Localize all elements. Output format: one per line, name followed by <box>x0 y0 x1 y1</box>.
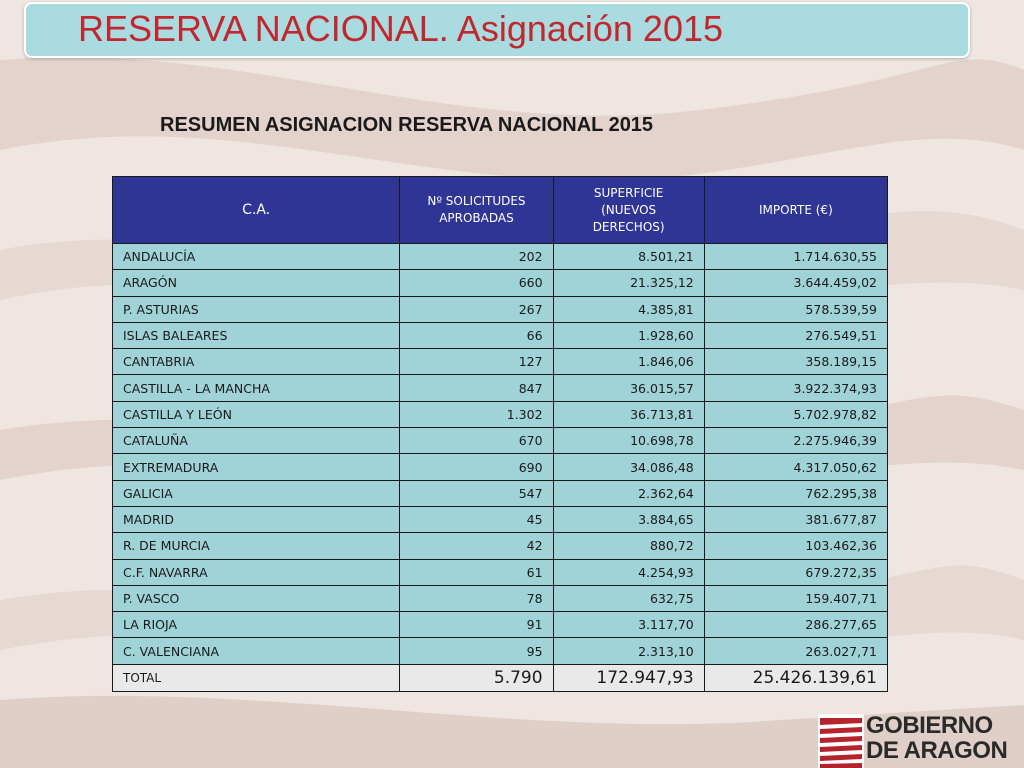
cell-ca: P. VASCO <box>113 585 400 611</box>
cell-superficie: 21.325,12 <box>553 270 704 296</box>
cell-importe: 159.407,71 <box>704 585 887 611</box>
total-label: TOTAL <box>113 664 400 691</box>
table-row <box>113 270 888 296</box>
cell-ca: GALICIA <box>113 480 400 506</box>
cell-superficie: 10.698,78 <box>553 428 704 454</box>
header-importe: IMPORTE (€) <box>704 177 887 244</box>
cell-superficie: 2.362,64 <box>553 480 704 506</box>
cell-importe: 3.644.459,02 <box>704 270 887 296</box>
cell-superficie: 36.713,81 <box>553 401 704 427</box>
table-row <box>113 296 888 322</box>
header-solicitudes-line1: Nº SOLICITUDES <box>427 194 526 208</box>
cell-ca: CATALUÑA <box>113 428 400 454</box>
cell-superficie: 880,72 <box>553 533 704 559</box>
cell-importe: 286.277,65 <box>704 612 887 638</box>
cell-ca: R. DE MURCIA <box>113 533 400 559</box>
cell-importe: 762.295,38 <box>704 480 887 506</box>
cell-solicitudes: 660 <box>400 270 553 296</box>
total-superficie: 172.947,93 <box>553 664 704 691</box>
cell-solicitudes: 42 <box>400 533 553 559</box>
cell-solicitudes: 847 <box>400 375 553 401</box>
cell-solicitudes: 267 <box>400 296 553 322</box>
title-banner <box>24 2 970 58</box>
cell-superficie: 34.086,48 <box>553 454 704 480</box>
cell-superficie: 4.254,93 <box>553 559 704 585</box>
table-row <box>113 533 888 559</box>
cell-superficie: 1.928,60 <box>553 322 704 348</box>
cell-solicitudes: 1.302 <box>400 401 553 427</box>
cell-superficie: 4.385,81 <box>553 296 704 322</box>
total-importe: 25.426.139,61 <box>704 664 887 691</box>
cell-ca: CASTILLA - LA MANCHA <box>113 375 400 401</box>
table-row <box>113 585 888 611</box>
logo-wordmark <box>866 713 1007 763</box>
cell-importe: 5.702.978,82 <box>704 401 887 427</box>
cell-ca: C.F. NAVARRA <box>113 559 400 585</box>
allocation-table <box>112 176 888 692</box>
cell-ca: ISLAS BALEARES <box>113 322 400 348</box>
table-row <box>113 428 888 454</box>
cell-importe: 679.272,35 <box>704 559 887 585</box>
logo-line-2: DE ARAGON <box>866 737 1008 764</box>
aragon-stripes-emblem-icon <box>818 714 864 768</box>
slide-title: RESERVA NACIONAL. Asignación 2015 <box>78 8 724 49</box>
gobierno-aragon-logo <box>818 714 1024 768</box>
cell-solicitudes: 78 <box>400 585 553 611</box>
header-superficie-line2: (NUEVOS DERECHOS) <box>592 202 665 234</box>
cell-importe: 276.549,51 <box>704 322 887 348</box>
header-solicitudes <box>400 177 553 244</box>
cell-importe: 578.539,59 <box>704 296 887 322</box>
cell-ca: MADRID <box>113 506 400 532</box>
table-row <box>113 638 888 664</box>
table-row <box>113 454 888 480</box>
cell-solicitudes: 202 <box>400 244 553 270</box>
header-solicitudes-line2: APROBADAS <box>439 211 514 225</box>
cell-solicitudes: 127 <box>400 349 553 375</box>
cell-solicitudes: 45 <box>400 506 553 532</box>
table-row <box>113 506 888 532</box>
cell-importe: 103.462,36 <box>704 533 887 559</box>
table-row <box>113 612 888 638</box>
cell-superficie: 2.313,10 <box>553 638 704 664</box>
table-row <box>113 375 888 401</box>
cell-importe: 263.027,71 <box>704 638 887 664</box>
cell-ca: C. VALENCIANA <box>113 638 400 664</box>
cell-solicitudes: 61 <box>400 559 553 585</box>
cell-solicitudes: 670 <box>400 428 553 454</box>
cell-ca: CANTABRIA <box>113 349 400 375</box>
total-row <box>113 664 888 691</box>
cell-importe: 358.189,15 <box>704 349 887 375</box>
header-ca: C.A. <box>113 177 400 244</box>
cell-ca: CASTILLA Y LEÓN <box>113 401 400 427</box>
cell-ca: ANDALUCÍA <box>113 244 400 270</box>
cell-importe: 2.275.946,39 <box>704 428 887 454</box>
cell-superficie: 3.884,65 <box>553 506 704 532</box>
cell-solicitudes: 91 <box>400 612 553 638</box>
table-row <box>113 401 888 427</box>
cell-superficie: 3.117,70 <box>553 612 704 638</box>
table-row <box>113 480 888 506</box>
cell-ca: ARAGÓN <box>113 270 400 296</box>
cell-superficie: 1.846,06 <box>553 349 704 375</box>
cell-superficie: 632,75 <box>553 585 704 611</box>
cell-superficie: 8.501,21 <box>553 244 704 270</box>
cell-importe: 3.922.374,93 <box>704 375 887 401</box>
cell-solicitudes: 690 <box>400 454 553 480</box>
total-solicitudes: 5.790 <box>400 664 553 691</box>
table-row <box>113 349 888 375</box>
cell-importe: 381.677,87 <box>704 506 887 532</box>
cell-ca: LA RIOJA <box>113 612 400 638</box>
header-superficie-line1: SUPERFICIE <box>593 185 664 200</box>
table-heading: RESUMEN ASIGNACION RESERVA NACIONAL 2015 <box>160 114 654 136</box>
cell-solicitudes: 66 <box>400 322 553 348</box>
logo-line-1: GOBIERNO <box>866 712 993 739</box>
cell-solicitudes: 547 <box>400 480 553 506</box>
cell-importe: 1.714.630,55 <box>704 244 887 270</box>
cell-ca: P. ASTURIAS <box>113 296 400 322</box>
cell-superficie: 36.015,57 <box>553 375 704 401</box>
cell-solicitudes: 95 <box>400 638 553 664</box>
cell-importe: 4.317.050,62 <box>704 454 887 480</box>
cell-ca: EXTREMADURA <box>113 454 400 480</box>
header-superficie <box>553 177 704 244</box>
table-row <box>113 322 888 348</box>
table-row <box>113 559 888 585</box>
table-header-row <box>113 177 888 244</box>
table-row <box>113 244 888 270</box>
